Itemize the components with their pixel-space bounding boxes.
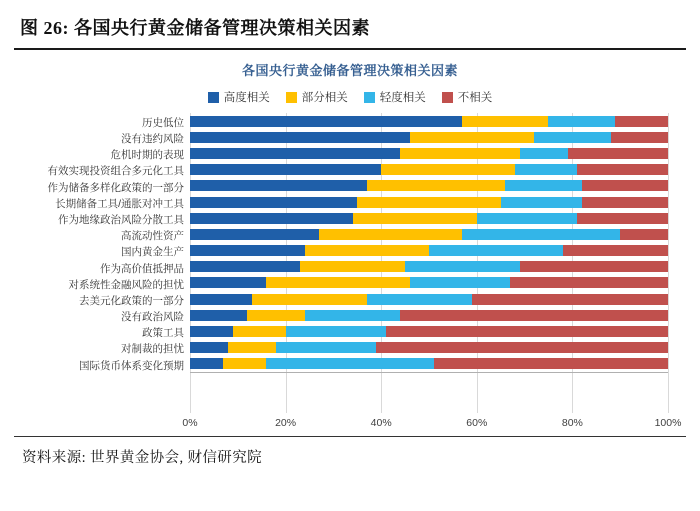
figure-title: 图 26: 各国央行黄金储备管理决策相关因素 [20, 18, 370, 38]
bar-segment [548, 116, 615, 127]
bar-row [190, 145, 668, 161]
bar-segment [190, 277, 266, 288]
bar-row [190, 113, 668, 129]
bar-segment [353, 213, 477, 224]
stacked-bar [190, 197, 668, 208]
bar-row [190, 178, 668, 194]
bar-segment [233, 326, 286, 337]
legend-swatch-icon [364, 92, 375, 103]
bar-segment [252, 294, 367, 305]
plot-region [14, 113, 686, 413]
bars-column [190, 113, 686, 413]
bar-segment [515, 164, 577, 175]
bar-row [190, 243, 668, 259]
stacked-bar [190, 277, 668, 288]
legend-label: 高度相关 [223, 92, 270, 104]
stacked-bar [190, 116, 668, 127]
bar-segment [247, 310, 304, 321]
stacked-bar [190, 294, 668, 305]
bar-segment [190, 132, 410, 143]
x-axis [182, 413, 682, 435]
stacked-bar [190, 261, 668, 272]
stacked-bar [190, 180, 668, 191]
bar-segment [266, 277, 409, 288]
bar-segment [582, 197, 668, 208]
category-label: 作为地缘政治风险分散工具 [58, 213, 184, 226]
bar-segment [266, 358, 433, 369]
category-label: 危机时期的表现 [110, 149, 184, 162]
bar-segment [286, 326, 386, 337]
bar-row [190, 210, 668, 226]
bar-segment [367, 294, 472, 305]
bar-row [190, 340, 668, 356]
bar-segment [429, 245, 563, 256]
bar-segment [190, 261, 300, 272]
bar-segment [190, 245, 305, 256]
legend-item[interactable] [208, 89, 270, 105]
bar-segment [190, 310, 247, 321]
bar-row [190, 226, 668, 242]
bar-segment [510, 277, 668, 288]
x-axis-line [190, 372, 668, 373]
bar-segment [501, 197, 582, 208]
stacked-bar [190, 229, 668, 240]
x-axis-tick-label: 100% [654, 417, 682, 429]
bar-segment [357, 197, 500, 208]
bar-segment [190, 197, 357, 208]
category-label: 高流动性资产 [121, 230, 184, 243]
stacked-bar [190, 342, 668, 353]
category-label: 没有违约风险 [121, 133, 184, 146]
chart-area [14, 50, 686, 436]
bar-segment [228, 342, 276, 353]
bar-segment [381, 164, 515, 175]
bar-segment [376, 342, 668, 353]
category-label: 长期储备工具/通胀对冲工具 [55, 197, 184, 210]
bar-segment [568, 148, 668, 159]
bar-segment [190, 116, 462, 127]
bar-segment [534, 132, 610, 143]
bar-segment [386, 326, 668, 337]
bar-segment [434, 358, 668, 369]
bar-segment [462, 229, 620, 240]
gridline [668, 113, 669, 413]
legend-swatch-icon [208, 92, 219, 103]
chart-legend [14, 89, 686, 105]
bar-segment [223, 358, 266, 369]
legend-label: 不相关 [457, 92, 493, 104]
bar-row [190, 323, 668, 339]
bar-segment [190, 164, 381, 175]
bar-segment [520, 148, 568, 159]
stacked-bar [190, 310, 668, 321]
category-label: 没有政治风险 [121, 311, 184, 324]
x-axis-tick-label: 60% [466, 417, 488, 429]
bar-segment [410, 132, 534, 143]
category-label: 对系统性金融风险的担忧 [68, 278, 184, 291]
stacked-bar [190, 132, 668, 143]
stacked-bar [190, 148, 668, 159]
stacked-bar [190, 245, 668, 256]
bar-segment [319, 229, 462, 240]
legend-swatch-icon [442, 92, 453, 103]
category-label: 作为储备多样化政策的一部分 [47, 181, 184, 194]
legend-label: 轻度相关 [379, 92, 426, 104]
bar-segment [190, 326, 233, 337]
bar-segment [520, 261, 668, 272]
category-label: 历史低位 [142, 116, 184, 129]
bar-segment [577, 164, 668, 175]
bar-segment [405, 261, 520, 272]
bar-segment [367, 180, 506, 191]
stacked-bar [190, 164, 668, 175]
x-axis-tick-label: 40% [370, 417, 392, 429]
x-axis-tick-label: 80% [561, 417, 583, 429]
bar-row [190, 194, 668, 210]
bar-segment [190, 229, 319, 240]
category-label: 对制裁的担忧 [121, 343, 184, 356]
bar-segment [400, 310, 668, 321]
bar-segment [305, 310, 401, 321]
bar-segment [615, 116, 668, 127]
bar-segment [472, 294, 668, 305]
legend-swatch-icon [286, 92, 297, 103]
bar-segment [505, 180, 581, 191]
chart-title: 各国央行黄金储备管理决策相关因素 [241, 63, 458, 78]
bar-segment [300, 261, 405, 272]
stacked-bar [190, 213, 668, 224]
legend-item[interactable] [364, 89, 426, 105]
bar-segment [620, 229, 668, 240]
bar-segment [400, 148, 520, 159]
bar-segment [563, 245, 668, 256]
bar-segment [477, 213, 577, 224]
bar-row [190, 129, 668, 145]
bar-segment [190, 148, 400, 159]
category-label: 国际货币体系变化预期 [79, 359, 184, 372]
legend-item[interactable] [442, 89, 493, 105]
stacked-bar [190, 358, 668, 369]
bar-segment [276, 342, 376, 353]
bar-row [190, 307, 668, 323]
figure-source: 资料来源: 世界黄金协会, 财信研究院 [22, 450, 263, 466]
bar-segment [582, 180, 668, 191]
category-axis-labels [14, 113, 190, 413]
bar-row [190, 162, 668, 178]
bar-segment [190, 342, 228, 353]
bar-segment [410, 277, 510, 288]
legend-label: 部分相关 [301, 92, 348, 104]
category-label: 作为高价值抵押品 [100, 262, 184, 275]
category-label: 国内黄金生产 [121, 246, 184, 259]
x-axis-tick-label: 20% [275, 417, 297, 429]
legend-item[interactable] [286, 89, 348, 105]
category-label: 去美元化政策的一部分 [79, 294, 184, 307]
bar-segment [577, 213, 668, 224]
bar-segment [305, 245, 429, 256]
bars-inner [190, 113, 668, 413]
bar-row [190, 259, 668, 275]
bar-row [190, 275, 668, 291]
bar-segment [190, 180, 367, 191]
category-label: 政策工具 [142, 327, 184, 340]
bar-segment [462, 116, 548, 127]
bar-segment [190, 294, 252, 305]
bar-segment [611, 132, 668, 143]
x-axis-tick-label: 0% [182, 417, 198, 429]
category-label: 有效实现投资组合多元化工具 [47, 165, 184, 178]
stacked-bar [190, 326, 668, 337]
bar-segment [190, 213, 353, 224]
bar-row [190, 356, 668, 372]
bar-row [190, 291, 668, 307]
bar-segment [190, 358, 223, 369]
